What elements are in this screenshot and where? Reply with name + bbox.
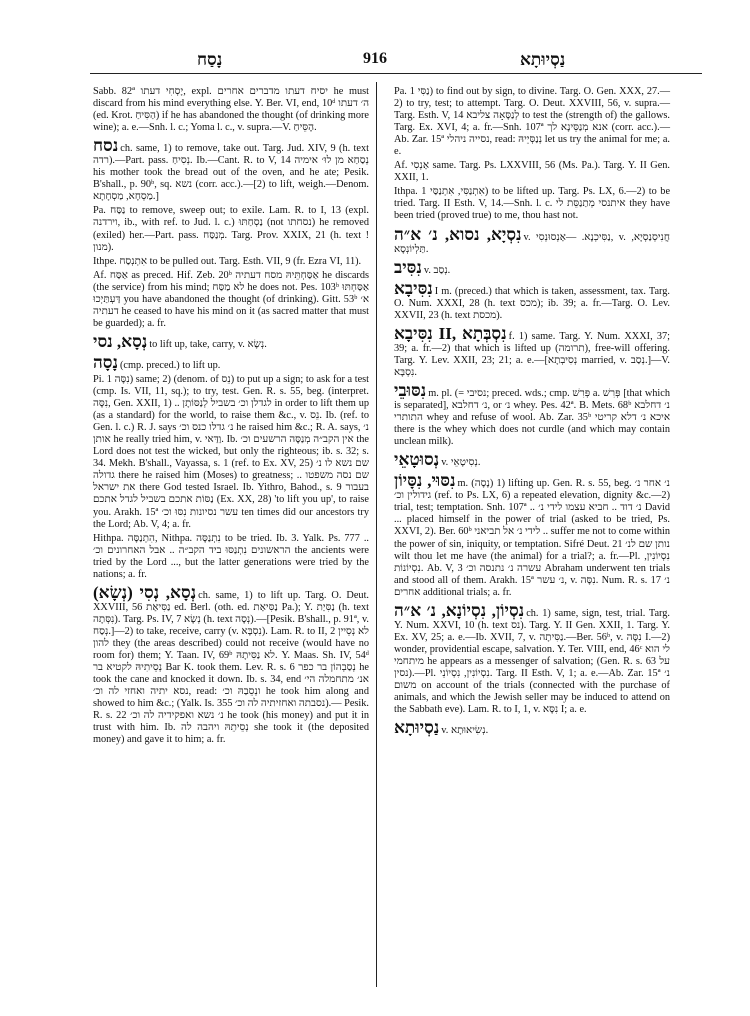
entry-text: v. נְשִׂיאוּתָא. xyxy=(441,725,489,737)
entry-text: m. (נָסָה) 1) lifting up. Gen. R. s. 55, beg. נ׳ אחר נ׳ גידולין וכ׳ (ref. to Ps. LX, 6) a repeated elevation, dignity &c.—2) trial, test; temptation. Snh. 107ª .. נ׳ דוד .. חביא עצמו לידי נ׳ David ... placed himself in the power of trial (asked to be tried, Ps. XXVI, 2). Ber. 60ᵇ לידי נ׳ אל תביאני .. suffer me not to come within the power of sin, iniquity, or temptation. Sifré Deut. 21 נותן שם לנ׳ wilt thou let me have (the animal) for a trial?; a. fr.—Pl. נִסְיוֹנִין, נִסְיוֹנוֹת. Ab. V, 3 עשרה נ׳ נתנסה וכ׳ Abraham underwent ten trials and stood all of them. Arakh. 15ª נ׳ עשר, v. נִסָּה. Num. R. s. 17 נ׳ אחרים additional trials; a. fr. xyxy=(394,478,670,598)
entry-text: Ithpe. אִתְנְסַח to be pulled out. Targ. Esth. VII, 9 (fr. Ezra VI, 11). xyxy=(93,255,362,267)
entry-headword: נִסְיוֹן, נִסְיוֹנָא, נ׳ א״ה xyxy=(394,600,525,620)
entry-text: Sabb. 82ª יָסְחִי דעתו, expl. יסיח דעתו מדברים אחרים he must discard from his mind everything else. Y. Ber. VI, end, 10ᵈ ה׳ דעתו (ed. Krot. הַסִּיחַ) if he has abandoned the thought (of drinking more wine); a. e.—Snh. l. c.; Yoma l. c., v. supra.—V. הֶסֵּיחַ. xyxy=(93,86,370,134)
running-head-left: נָסַח xyxy=(197,50,223,69)
dictionary-entry xyxy=(394,382,670,448)
entry-text: Pa. נַסִּי 1) to find out by sign, to divine. Targ. O. Gen. XXX, 27.—2) to try, test; to attempt. Targ. O. Deut. XXVIII, 56, v. supra.—Targ. Esth. V, 14 לְנַסָּאָה צליבא to test the (strength of) the gallows. Targ. Ex. XVI, 4; a. fr.—Snh. 107ª אנא מְנַסֵּינָא לך (corr. acc.).—Ab. Zar. 15ª נסייה ניהלי, read: נְנַסְּיֵיהּ let us try the animal for me; a. e. xyxy=(394,86,670,158)
entry-text: Hithpa. הִתְנַסָּה, Nithpa. נִתְנַסָּה to be tried. Ib. 3. Yalk. Ps. 777 .. הראשונים נִתְנַסּוּ ביד הקב״ה .. אבל האחרונים וכ׳ the ancients were tried by the Lord ..., but the latter generations were tried by the nations; a. fr. xyxy=(93,532,370,580)
entry-subsection xyxy=(93,205,369,253)
entry-subsection xyxy=(93,256,369,268)
entry-headword: נָסָה xyxy=(93,352,118,372)
dictionary-entry xyxy=(93,354,369,372)
dictionary-entry xyxy=(394,226,670,256)
entry-text: I m. (preced.) that which is taken, assessment, tax. Targ. O. Num. XXXI, 28 (h. text מכס); ib. 39; a. fr.—Targ. O. Lev. XXVII, 23 (h. text מכסת). xyxy=(394,285,671,321)
dictionary-entry xyxy=(394,259,670,277)
dictionary-entry xyxy=(394,472,670,598)
entry-headword: נִסּוּי, נִסָּיוֹן xyxy=(394,471,456,491)
running-head-right: נַסְיוּתָא xyxy=(520,50,566,69)
entry-text: Pa. נַסַּח to remove, sweep out; to exile. Lam. R. to I, 13 (expl. וירדנה, ib., with ref. to Jud. l. c.) נַסְחַתּוּ (not נסחתו) he removed (exiled) her.—Part. pass. מְנַסַּח. Targ. Prov. XXIX, 21 (h. text !מנון). xyxy=(93,205,369,253)
entry-continuation xyxy=(93,86,369,134)
entry-text: m. pl. (= נסיבי; preced. wds.; cmp. פְּרִשׁ a. פְּרִשׁ [that which is separated], נ׳ דחלבא, or נ׳ whey. Pes. 42ª. B. Mets. 68ᵇ נ׳ דחלבא התותרי whey and refuse of wool. Ab. Zar. 35ᵇ איכא נ׳ דלא קריטי there is the whey which does not curdle (and which may contain unclean milk). xyxy=(394,387,670,448)
entry-text: Pi. נִסָּה 1) same; 2) (denom. of נֵס) to put up a sign; to ask for a test (cmp. Is. VII, 11, sq.); to try, test. Gen. R. s. 55, beg. (interpret. נִסָּה, Gen. XXII, 1) .. לגדלן וכ׳ בשביל לְנַסּוֹתָן in order to lift them up (as a standard) for the world, to raise them &c., v. נֵס. Ib. (ref. to Gen. l. c.) R. J. says נ׳ גדלו כנס וכ׳ he raised him &c.; R. A. says, נ׳ אותן he really tried him, v. וַדַּאי. Ib. אין הקב״ה מְנַסֶּה הרשעים וכ׳ the Lord does not test the wicked, but only the righteous; ib. s. 32; s. 34. Mekh. B'shall., Vayassa, s. 1 (ref. to Ex. XV, 25) שם נשא לו נ׳ גדולה there he raised him (Moses) to greatness; .. שם נסה משפטו את ישראל there God tested Israel. Ib. Yithro, Bahod., s. 9 בעבור נַסּוֹת אתכם בשביל לגדל אתכם (Ex. XX, 28) 'to lift you up', to raise you. Arakh. 15ª עשר נסיונות נִסּוּ וכ׳ ten times did our ancestors try the Lord; Ab. V, 4; a. fr. xyxy=(93,373,370,530)
entry-headword: נְסָא, נסי xyxy=(93,331,148,351)
entry-headword: נִסְיָא, נסוא, נ׳ א״ה xyxy=(394,224,522,244)
entry-text: ch. same, 1) to remove, take out. Targ. Jud. XIV, 9 (h. text רדה).—Part. pass. נְסִיחַ. Ib.—Cant. R. to V, 14 נְסַחַא מן לוּ׳ אימיה his mother took the bread out of the oven, and he ate; Pesik. B'shall., p. 90ᵇ, sq. נשא (corr. acc.).—[2) to lift, weigh.—Denom. מַסְחָא, מַסְחָתָא.] xyxy=(93,143,369,203)
entry-subsection xyxy=(394,86,670,158)
dictionary-entry xyxy=(93,584,369,747)
entry-subsection xyxy=(93,533,369,581)
right-column xyxy=(394,86,670,739)
entry-headword: (נְשָׂא) נְסָא, נְסִי xyxy=(93,582,197,602)
entry-text: v. נְסַב. xyxy=(423,264,451,276)
dictionary-entry xyxy=(394,280,670,322)
header-rule xyxy=(90,73,702,74)
entry-text: f. 1) same. Targ. Y. Num. XXXI, 37; 39; a. fr.—2) that which is lifted up (תרומה), free-will offering. Targ. Y. Lev. XXII, 23; 21; a. e.—[נְסִיבְתָא married, v. נְסַב.]—V. נִסְבָּא. xyxy=(394,330,670,378)
entry-text: (cmp. preced.) to lift up. xyxy=(119,359,221,371)
entry-subsection xyxy=(93,374,369,531)
entry-subsection xyxy=(394,160,670,184)
entry-headword: נִסִּיב xyxy=(394,257,422,277)
entry-text: v. נַסִּיכְנָא. —אַנְסוּנְסִי, v. חֲנִיסְנַסְיָא, תַּלְיוֹנְסָא. xyxy=(394,231,670,255)
entry-headword: נִסִּיבָא II, נִסְבְּתָא xyxy=(394,323,507,343)
entry-headword: נַסְיוּתָא xyxy=(394,718,440,738)
entry-subsection xyxy=(93,270,369,330)
entry-text: Af. אַסַּח as preced. Hif. Zeb. 20ᵇ אַסַּחְתֵּיהּ מסח דעתיה he discards (the service) from his mind; לא מַסַּח he does not. Pes. 103ᵇ אַסַּחְתּוּ דַּעְתַּיְכוּ you have abandoned the thought (of drinking). Gitt. 53ᵇ א׳ דעתיה he ceased to have his mind on it (as sacred matter that must be guarded); a. fr. xyxy=(93,269,370,329)
entry-text: Af. אַנְסִי same. Targ. Ps. LXXVIII, 56 (Ms. Pa.). Targ. Y. II Gen. XXII, 1. xyxy=(394,160,670,184)
entry-headword: נִסּוּבֵי xyxy=(394,380,427,400)
dictionary-entry xyxy=(93,333,369,351)
entry-text: Ithpa. אִתְנַסִּי, אִתְנַסַּי 1) to be lifted up. Targ. Ps. LX, 6.—2) to be tried. Targ. II Esth. V, 14.—Snh. l. c. איתנסי מְתַנַסֵּת לי they have been tried (proved true) to me, thou hast not. xyxy=(394,186,671,222)
dictionary-entry xyxy=(394,719,670,737)
dictionary-entry xyxy=(394,325,670,379)
entry-headword: נסח xyxy=(93,136,119,156)
page-number: 916 xyxy=(363,50,387,67)
entry-headword: נְסוּטָאֵי xyxy=(394,450,440,470)
entry-text: v. נְסִיטָאֵי. xyxy=(441,457,481,469)
entry-text: ch. 1) same, sign, test, trial. Targ. Y. Num. XXVI, 10 (h. text נס). Targ. Y. II Gen. XXII, 1. Targ. Y. Ex. XV, 25; a. e.—Ib. XVII, 7, v. נַסִּיתָה.—Ber. 56ᵇ, v. נִסָּה I.—2) wonder, providential escape, salvation. Y. Ter. VIII, end, 46ᶜ לי הוא מיתחמי he appears as a messenger of salvation; (Gen. R. s. 63 על נסין).—Pl. נִסְיוֹנִין, נִסְיוֹנֵי. Targ. II Esth. V, 1; a. e.—Ab. Zar. 15ª נ׳ משום on account of the trials (connected with the purchase of animals, and which the Jewish seller may be induced to attend on the Sabbath eve). Lam. R. to I, 1, v. נִסָּא I; a. e. xyxy=(394,607,671,716)
dictionary-entry xyxy=(394,451,670,469)
left-column xyxy=(93,86,369,748)
entry-text: to lift up, take, carry, v. נְשָׂא. xyxy=(149,338,267,350)
column-divider xyxy=(376,82,377,987)
entry-text: ch. same, 1) to lift up. Targ. O. Deut. XXVIII, 56 נַסִּיאַת ed. Berl. (oth. ed. נַסִּיאַת Pa.); Y. נַסִּיַת (h. text נִסְּתָה). Targ. Ps. IV, 7 נְשָׂא (h. text נְסָה).—[Pesik. B'shall., p. 91ª, v. נְסַח.]—2) to take, receive, carry (v. נִסְבָּא). Lam. R. to II, 2 לא נְסֵיין להון they (the areas described) could not receive (would have no room for) them; Y. Taan. IV, 69ᵇ לא נַסִּיתָהּ. Y. Maas. Sh. IV, 54ᵈ נְסֵיתִיהּ לקטיא בר Bar K. took them. Lev. R. s. 6 נְסַבְהוֹן בר כפר he took the cane and knocked it down. Ib. s. 34, end אנ׳ מתחמלה הי׳ נסא יתיה ואחזי לה וכ׳, read: ונְסֵבַהּ וכ׳ he took him along and showed to him &c.; (Yalk. Is. 355 נסבתה ואחזיתיה לה וכ׳).— Pesik. R. s. 22 נ׳ נשא ואפקידיה לה וכ׳ he took (his money) and put it in trust with him. Ib. נְסֵיתֵהּ ויהבה לה she took it (the deposited money) and gave it to him; a. fr. xyxy=(93,589,370,746)
entry-subsection xyxy=(394,186,670,222)
entry-headword: נִסִּיבָא xyxy=(394,278,433,298)
dictionary-entry xyxy=(394,602,670,716)
dictionary-entry xyxy=(93,137,369,203)
